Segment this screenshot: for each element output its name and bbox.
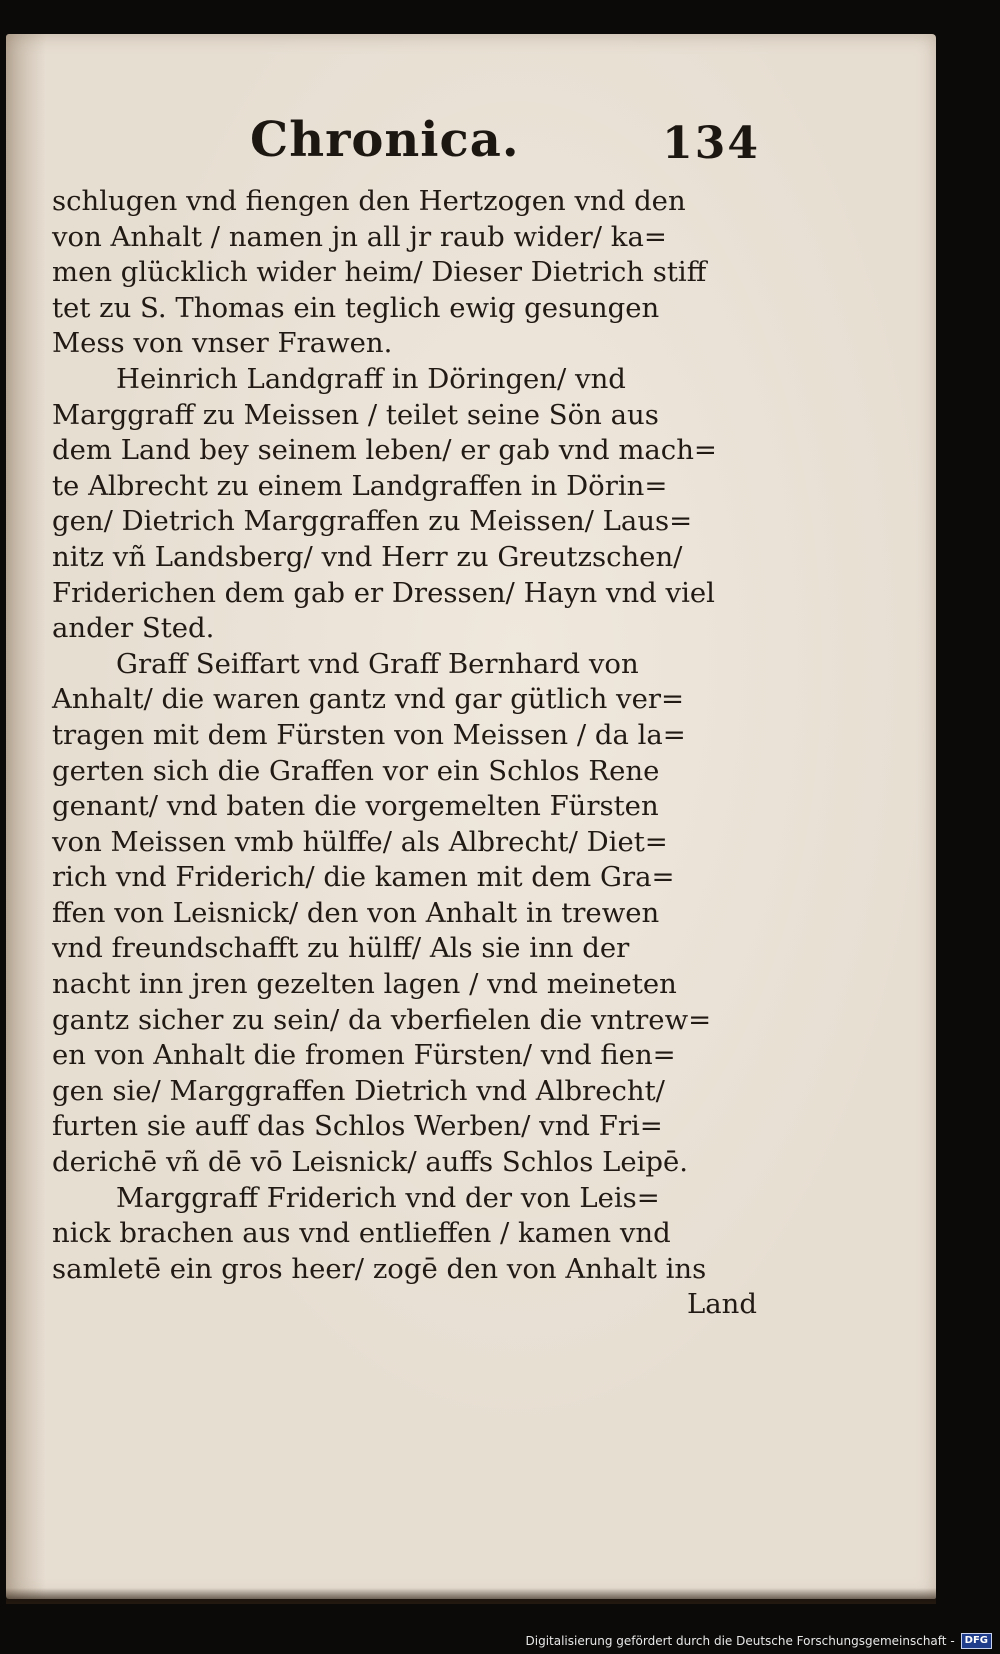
text-line: Friderichen dem gab er Dressen/ Hayn vnd viel — [52, 576, 715, 609]
text-line: samletē ein gros heer/ zogē den von Anhalt ins — [52, 1252, 707, 1285]
text-line: Heinrich Landgraff in Döringen/ vnd — [116, 362, 626, 395]
digitization-credit — [526, 1632, 993, 1650]
text-line: te Albrecht zu einem Landgraffen in Dörin= — [52, 469, 668, 502]
page-number: 134 — [662, 118, 760, 169]
text-line: Anhalt/ die waren gantz vnd gar gütlich ver= — [52, 683, 685, 716]
catchword: Land — [687, 1288, 757, 1321]
running-title: Chronica. — [250, 112, 520, 168]
text-line: dem Land bey seinem leben/ er gab vnd mach= — [52, 434, 717, 467]
text-line: nacht inn jren gezelten lagen / vnd meineten — [52, 968, 677, 1001]
text-line: nick brachen aus vnd entlieffen / kamen vnd — [52, 1217, 671, 1250]
text-line: gerten sich die Graffen vor ein Schlos Rene — [52, 754, 660, 787]
text-line: Mess von vnser Frawen. — [52, 327, 393, 360]
text-line: von Meissen vmb hülffe/ als Albrecht/ Diet= — [52, 825, 668, 858]
text-line: vnd freundschafft zu hülff/ Als sie inn der — [52, 932, 630, 965]
page-header — [250, 112, 760, 182]
text-line: gen/ Dietrich Marggraffen zu Meissen/ Laus= — [52, 505, 693, 538]
text-line: gen sie/ Marggraffen Dietrich vnd Albrecht/ — [52, 1074, 665, 1107]
text-line: gantz sicher zu sein/ da vberfielen die vntrew= — [52, 1003, 712, 1036]
text-line: ffen von Leisnick/ den von Anhalt in trewen — [52, 896, 660, 929]
text-line: nitz vñ Landsberg/ vnd Herr zu Greutzschen/ — [52, 540, 683, 573]
text-line: tet zu S. Thomas ein teglich ewig gesungen — [52, 291, 660, 324]
credit-text: Digitalisierung gefördert durch die Deutsche Forschungsgemeinschaft - — [525, 1634, 955, 1648]
text-line: Marggraff Friderich vnd der von Leis= — [116, 1181, 660, 1214]
dfg-logo-icon: DFG — [961, 1633, 992, 1649]
body-text — [52, 184, 757, 1323]
text-line: ander Sted. — [52, 612, 215, 645]
text-line: furten sie auff das Schlos Werben/ vnd Fri= — [52, 1110, 663, 1143]
text-line: genant/ vnd baten die vorgemelten Fürsten — [52, 790, 659, 823]
text-line: schlugen vnd fiengen den Hertzogen vnd den — [52, 185, 686, 217]
text-line: men glücklich wider heim/ Dieser Dietrich stiff — [52, 256, 707, 289]
page-bottom-edge — [6, 1588, 936, 1604]
text-line: von Anhalt / namen jn all jr raub wider/ ka= — [52, 220, 667, 253]
text-line: tragen mit dem Fürsten von Meissen / da la= — [52, 718, 686, 751]
text-line: derichē vñ dē vō Leisnick/ auffs Schlos Leipē. — [52, 1146, 689, 1179]
text-line: en von Anhalt die fromen Fürsten/ vnd fien= — [52, 1039, 676, 1072]
text-line: Graff Seiffart vnd Graff Bernhard von — [116, 647, 639, 680]
text-line: rich vnd Friderich/ die kamen mit dem Gra= — [52, 861, 675, 894]
text-line: Marggraff zu Meissen / teilet seine Sön aus — [52, 398, 659, 431]
